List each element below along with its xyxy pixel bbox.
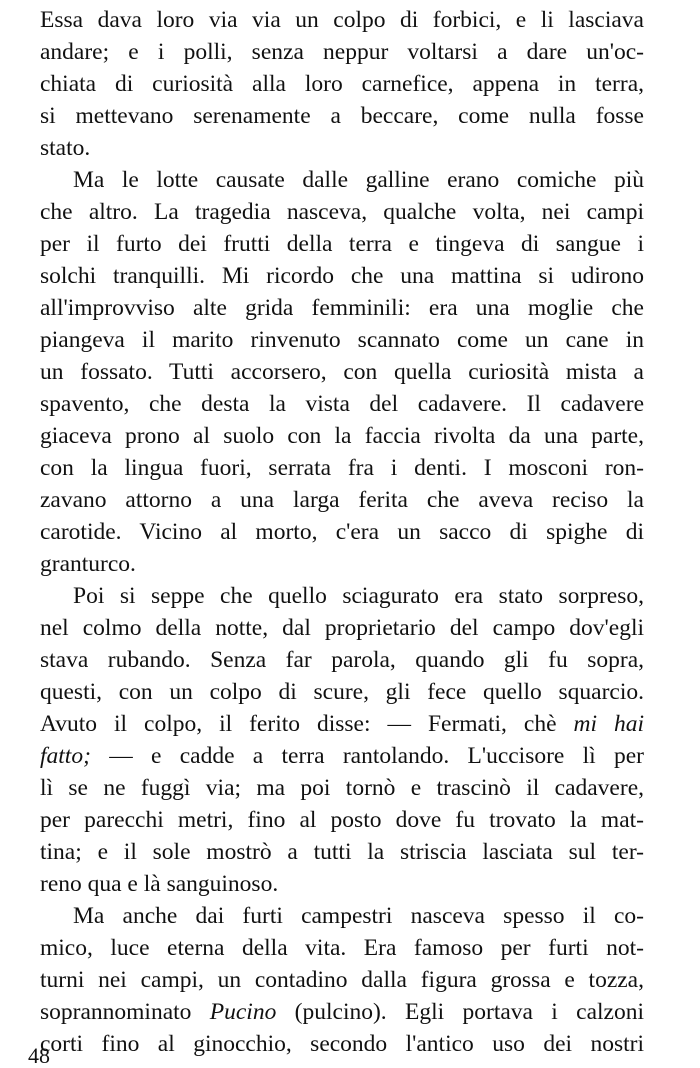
text-line xyxy=(40,932,644,964)
text-line xyxy=(40,260,644,292)
text-segment: stato. xyxy=(40,135,91,161)
text-line xyxy=(40,356,644,388)
text-segment: Essa dava loro via via un colpo di forbici, e li lasciava xyxy=(40,7,644,33)
text-segment: lì se ne fuggì via; ma poi tornò e trascinò il cadavere, xyxy=(40,775,644,801)
text-segment: zavano attorno a una larga ferita che aveva reciso la xyxy=(40,487,644,513)
text-line xyxy=(40,292,644,324)
text-segment: carotide. Vicino al morto, c'era un sacco di spighe di xyxy=(40,519,644,545)
text-segment: reno qua e là sanguinoso. xyxy=(40,871,279,897)
text-line xyxy=(40,4,644,36)
text-line xyxy=(40,228,644,260)
text-segment: un fossato. Tutti accorsero, con quella curiosità mista a xyxy=(40,359,644,385)
text-segment: (pulcino). Egli portava i calzoni xyxy=(276,999,644,1025)
text-segment: per il furto dei frutti della terra e tingeva di sangue i xyxy=(40,231,644,257)
text-segment: che altro. La tragedia nasceva, qualche volta, nei campi xyxy=(40,199,644,225)
page-number: 48 xyxy=(28,1043,50,1068)
text-line xyxy=(40,100,644,132)
text-segment: si mettevano serenamente a beccare, come nulla fosse xyxy=(40,103,644,129)
text-segment: piangeva il marito rinvenuto scannato come un cane in xyxy=(40,327,644,353)
text-line xyxy=(40,132,644,164)
text-line xyxy=(40,612,644,644)
text-line xyxy=(40,836,644,868)
italic-text-segment: Pucino xyxy=(209,999,277,1025)
text-segment: — e cadde a terra rantolando. L'uccisore lì per xyxy=(90,743,644,769)
text-line xyxy=(40,68,644,100)
text-segment: spavento, che desta la vista del cadavere. Il cadavere xyxy=(40,391,644,417)
text-segment: solchi tranquilli. Mi ricordo che una mattina si udirono xyxy=(40,263,644,289)
text-line xyxy=(40,868,644,900)
text-segment: Ma anche dai furti campestri nasceva spesso il co- xyxy=(73,903,644,929)
text-segment: tina; e il sole mostrò a tutti la striscia lasciata sul ter- xyxy=(40,839,644,865)
text-segment: chiata di curiosità alla loro carnefice, appena in terra, xyxy=(40,71,644,97)
text-segment: soprannominato xyxy=(40,999,210,1025)
text-segment: con la lingua fuori, serrata fra i denti. I mosconi ron- xyxy=(40,455,644,481)
italic-text-segment: fatto; xyxy=(40,743,91,769)
text-line xyxy=(40,772,644,804)
text-line xyxy=(40,388,644,420)
text-line xyxy=(40,196,644,228)
text-line xyxy=(40,324,644,356)
text-line xyxy=(40,1028,644,1060)
text-line xyxy=(40,580,644,612)
text-segment: nel colmo della notte, dal proprietario del campo dov'egli xyxy=(40,615,644,641)
text-segment: per parecchi metri, fino al posto dove fu trovato la mat- xyxy=(40,807,644,833)
text-line xyxy=(40,420,644,452)
text-line xyxy=(40,996,644,1028)
text-line xyxy=(40,644,644,676)
text-segment: corti fino al ginocchio, secondo l'antico uso dei nostri xyxy=(40,1031,644,1057)
text-segment: mico, luce eterna della vita. Era famoso per furti not- xyxy=(40,935,644,961)
body-text xyxy=(40,4,644,1060)
text-line xyxy=(40,964,644,996)
text-segment: Poi si seppe che quello sciagurato era stato sorpreso, xyxy=(73,583,644,609)
text-line xyxy=(40,708,644,740)
text-segment: all'improvviso alte grida femminili: era una moglie che xyxy=(40,295,644,321)
text-segment: andare; e i polli, senza neppur voltarsi a dare un'oc- xyxy=(40,39,644,65)
text-line xyxy=(40,676,644,708)
text-segment: turni nei campi, un contadino dalla figura grossa e tozza, xyxy=(40,967,644,993)
text-line xyxy=(40,804,644,836)
text-segment: questi, con un colpo di scure, gli fece quello squarcio. xyxy=(40,679,644,705)
text-line xyxy=(40,484,644,516)
text-segment: Avuto il colpo, il ferito disse: — Fermati, chè xyxy=(40,711,574,737)
text-segment: granturco. xyxy=(40,551,136,577)
text-segment: giaceva prono al suolo con la faccia rivolta da una parte, xyxy=(40,423,644,449)
text-line xyxy=(40,452,644,484)
text-segment: Ma le lotte causate dalle galline erano comiche più xyxy=(73,167,644,193)
text-line xyxy=(40,740,644,772)
text-line xyxy=(40,900,644,932)
text-line xyxy=(40,164,644,196)
text-line xyxy=(40,36,644,68)
italic-text-segment: mi hai xyxy=(573,711,644,737)
text-segment: stava rubando. Senza far parola, quando gli fu sopra, xyxy=(40,647,644,673)
text-line xyxy=(40,516,644,548)
text-line xyxy=(40,548,644,580)
